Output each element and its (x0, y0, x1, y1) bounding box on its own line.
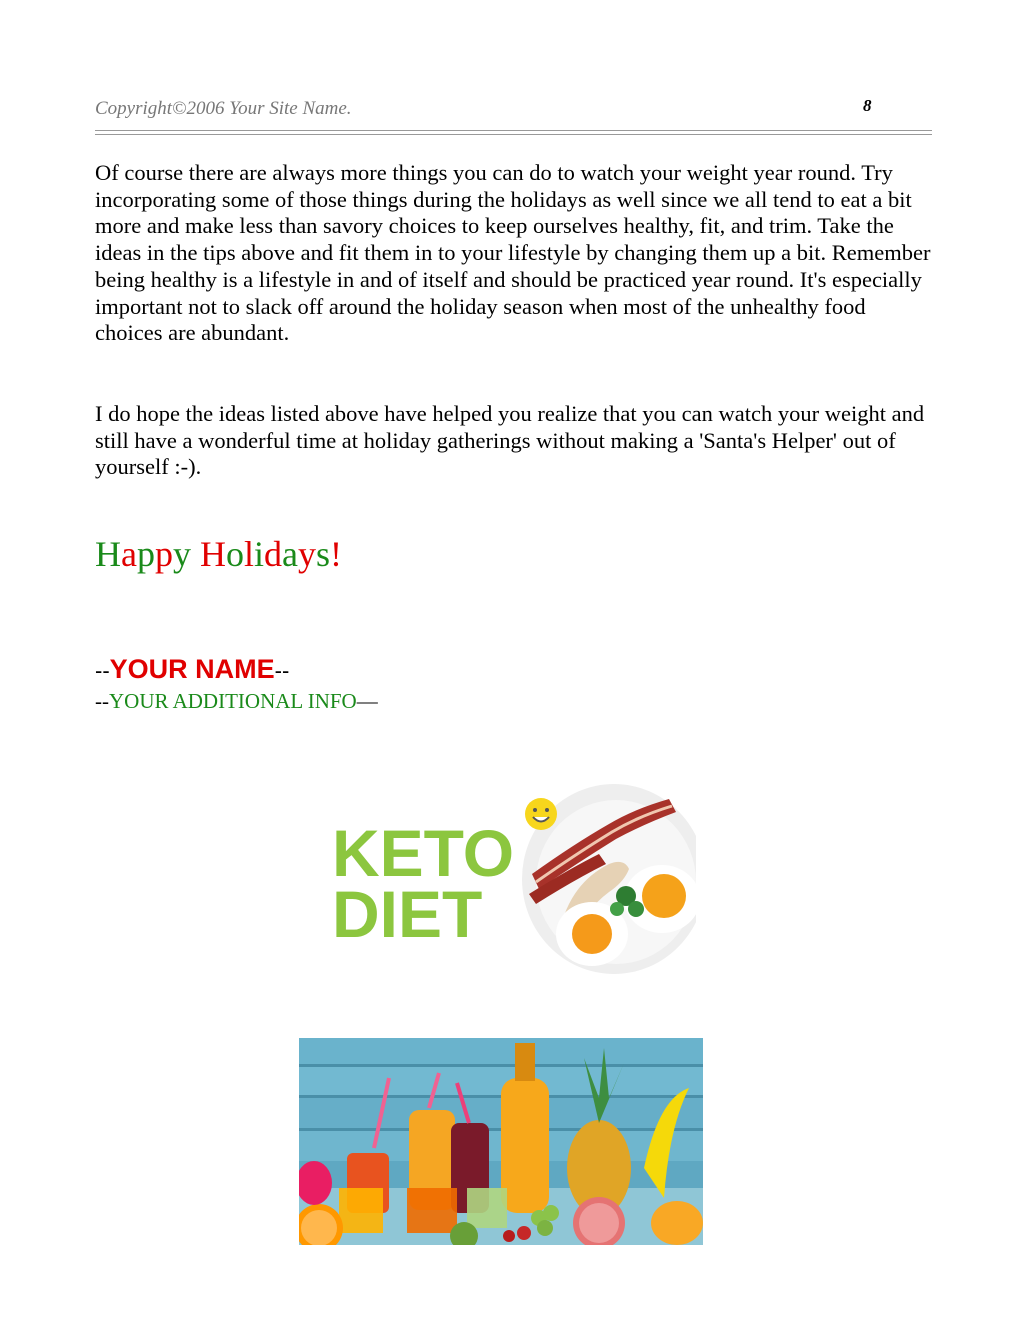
copyright-notice: Copyright©2006 Your Site Name. (95, 98, 352, 119)
body-paragraph-2: I do hope the ideas listed above have helped you realize that you can watch your weight and still have a wonderful time at holiday gatherings without making a 'Santa's Helper' out of yourself :-). (95, 401, 925, 480)
glass-yellow-juice (339, 1188, 383, 1233)
greeting-letter: a (121, 534, 137, 574)
holiday-greeting (95, 533, 342, 575)
greeting-letter: p (154, 534, 173, 574)
keto-word: KETO (332, 816, 515, 890)
glass-orange-juice (407, 1188, 457, 1233)
greeting-letter: p (136, 534, 155, 574)
glass-green-juice (467, 1188, 507, 1228)
signature-info: YOUR ADDITIONAL INFO (109, 689, 357, 713)
bottle-tall-juice (501, 1078, 549, 1213)
greeting-letter: y (172, 534, 191, 574)
greeting-letter (191, 534, 200, 574)
greeting-letter: i (254, 534, 265, 574)
greeting-letter: ! (330, 534, 343, 574)
info-prefix: -- (95, 689, 109, 713)
name-suffix: -- (274, 658, 290, 683)
greeting-letter: l (243, 534, 254, 574)
page-header (95, 96, 932, 136)
signature-name-line (95, 654, 289, 685)
body-paragraph-1: Of course there are always more things you can do to watch your weight year round. Try incorporating some of those things during the holidays as well since we all tend to eat a bit more and make less than savory choices to keep ourselves healthy, fit, and trim. Take the ideas in the tips above and fit them in to your lifestyle by changing them up a bit. Remember being healthy is a lifestyle in and of itself and should be practiced year round. It's especially important not to slack off around the holiday season when most of the unhealthy food choices are abundant. (95, 160, 931, 346)
greeting-letter: y (298, 534, 316, 574)
header-rule (95, 130, 932, 131)
name-prefix: -- (95, 658, 110, 683)
header-rule-lower (95, 134, 932, 135)
mango-shape (651, 1201, 703, 1245)
keto-diet-image (324, 784, 696, 974)
greeting-letter: d (264, 534, 283, 574)
greeting-letter: H (95, 534, 121, 574)
fruit-juice-image (299, 1038, 703, 1245)
page-number: 8 (863, 96, 872, 115)
signature-name: YOUR NAME (109, 654, 275, 684)
greeting-letter: o (225, 534, 244, 574)
smiley-icon (525, 798, 557, 830)
diet-word: DIET (332, 877, 483, 951)
info-suffix: — (356, 689, 378, 713)
signature-info-line (95, 689, 378, 714)
greeting-letter: H (199, 534, 226, 574)
greeting-letter: s (316, 534, 331, 574)
egg-yolk (642, 874, 686, 918)
greeting-letter: a (282, 534, 298, 574)
